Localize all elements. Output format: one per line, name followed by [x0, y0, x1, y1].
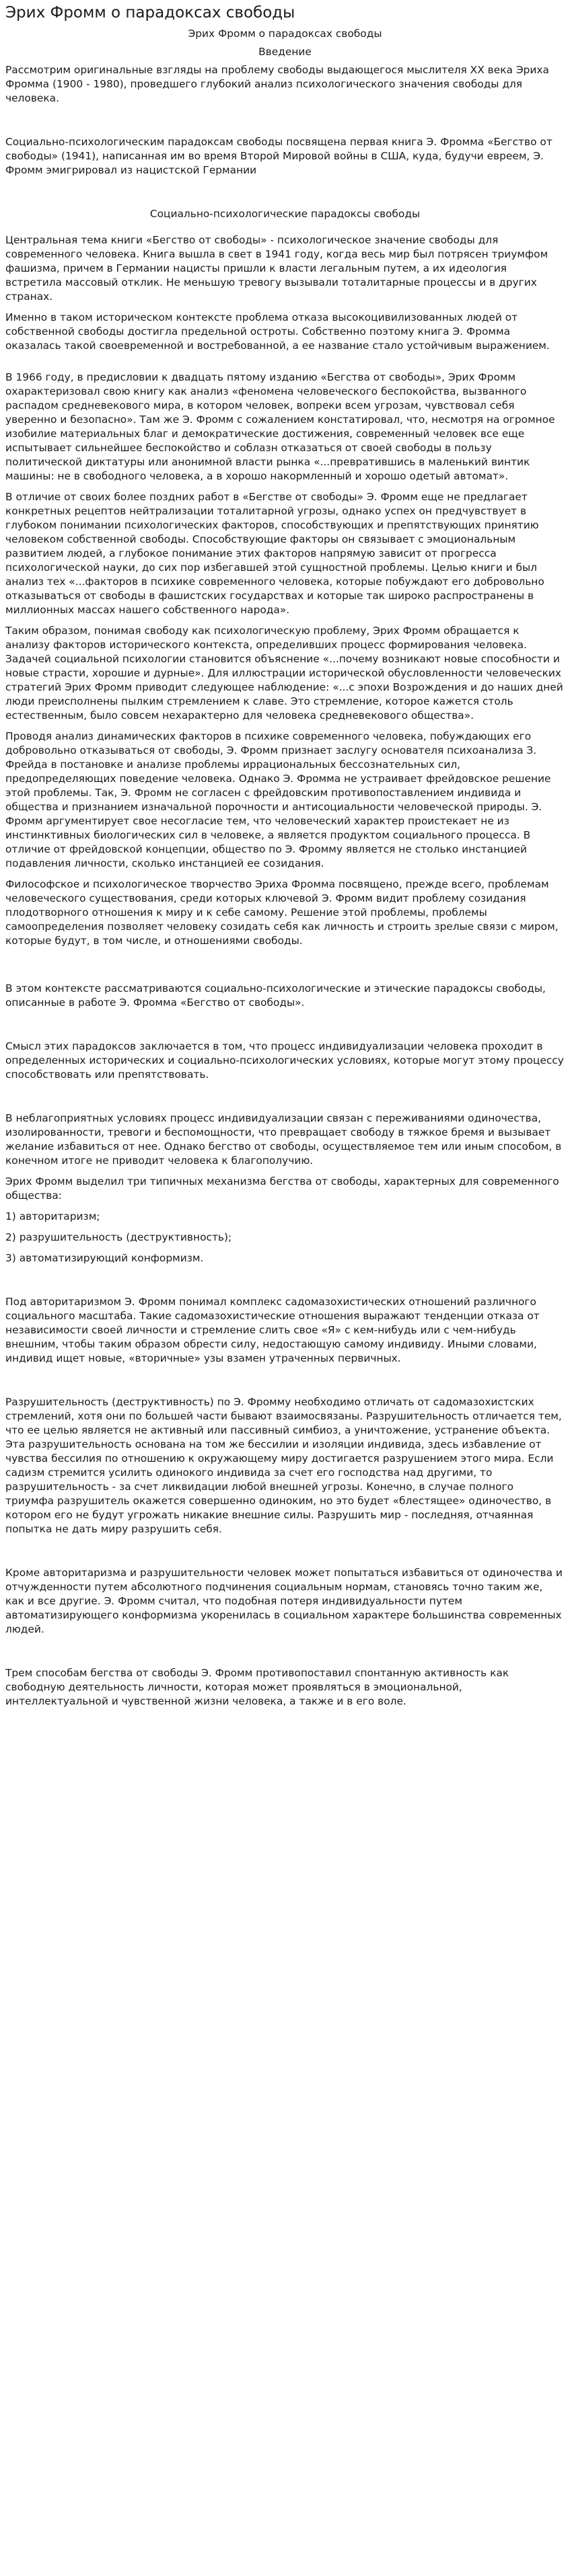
mechanism-item: 2) разрушительность (деструктивность);	[5, 1231, 232, 1243]
body-paragraph: В отличие от своих более поздних работ в «Бегстве от свободы» Э. Фромм еще не предлагает конкретных рецептов нейтрализации тоталитарной угрозы, однако успех он предчувствует в глубоком понимании психологических факторов, способствующих и препятствующих принятию человеком собственной свободы. Способствующие факторы он связывает с эмоциональным развитием людей, а глубокое понимание этих факторов напрямую зависит от прогресса психологической науки, до сих пор избегавшей этой сущностной проблемы. Целью книги и был анализ тех «...факторов в психике современного человека, которые побуждают его добровольно отказываться от свободы в фашистских государствах и которые так широко распространены в миллионных массах нашего собственного народа».	[5, 491, 544, 616]
conformism-paragraph: Кроме авторитаризма и разрушительности человек может попытаться избавиться от одиночества и отчужденности путем абсолютного подчинения социальным нормам, становясь точно таким же, как и все другие. Э. Фромм считал, что подобная потеря индивидуальности путем автоматизирующего конформизма укоренилась в социальном характере большинства современных людей.	[5, 1567, 563, 1635]
spacer	[5, 1372, 565, 1395]
context-paragraph: В этом контексте рассматриваются социально-психологические и этические парадоксы свободы, описанные в работе Э. Фромма «Бегство от свободы».	[5, 982, 546, 1009]
spacer	[5, 225, 565, 233]
final-paragraph: Трем способам бегства от свободы Э. Фромм противопоставил спонтанную активность как свободную деятельность личности, которая может проявляться в эмоциональной, интеллектуальной и чувственной жизни человека, а также и в его воле.	[5, 1667, 509, 1707]
spacer	[5, 1272, 565, 1295]
intro-heading: Введение	[258, 46, 312, 58]
mechanism-item: 3) автоматизирующий конформизм.	[5, 1252, 204, 1264]
document-subtitle: Эрих Фромм о парадоксах свободы	[188, 28, 382, 40]
body-paragraph: Проводя анализ динамических факторов в психике современного человека, побуждающих его добровольно отказываться от свободы, Э. Фромм признает заслугу основателя психоанализа З. Фрейда в постановке и анализе проблемы иррациональных бессознательных сил, предопределяющих поведение человека. Однако Э. Фромма не устраивает фрейдовское решение этой проблемы. Так, Э. Фромм не согласен с фрейдовским противопоставлением индивида и общества и признанием изначальной порочности и антисоциальности человеческой природы. Э. Фромм аргументирует свое несогласие тем, что человеческий характер проистекает не из инстинктивных биологических сил в человеке, а является продуктом социального процесса. В отличие от фрейдовской концепции, общество по Э. Фромму является не столько инстанцией подавления личности, сколько инстанцией ее созидания.	[5, 730, 551, 869]
spacer	[5, 1017, 565, 1040]
intro-paragraph: Рассмотрим оригинальные взгляды на проблему свободы выдающегося мыслителя XX века Эриха Фромма (1900 - 1980), проведшего глубокий анализ психологического значения свободы для человека.	[5, 64, 549, 104]
page-title: Эрих Фромм о парадоксах свободы	[5, 4, 295, 22]
spacer	[5, 1643, 565, 1666]
destructiveness-paragraph: Разрушительность (деструктивность) по Э. Фромму необходимо отличать от садомазохистских стремлений, хотя они по большей части бывают взаимосвязаны. Разрушительность отличается тем, что ее целью является не активный или пассивный симбиоз, а уничтожение, устранение объекта. Эта разрушительность основана на том же бессилии и изоляции индивида, здесь избавление от чувства бессилия по отношению к окружающему миру достигается разрушением этого мира. Если садизм стремится усилить одинокого индивида за счет его господства над другими, то разрушительность - за счет ликвидации любой внешней угрозы. Конечно, в случае полного триумфа разрушитель окажется совершенно одиноким, но это будет «блестящее» одиночество, в котором его не будут угрожать никакие внешние силы. Разрушить мир - последняя, отчаянная попытка не дать миру разрушить себя.	[5, 1396, 562, 1535]
spacer	[5, 184, 565, 207]
mechanisms-intro: Эрих Фромм выделил три типичных механизма бегства от свободы, характерных для современного общества:	[5, 1175, 559, 1202]
mechanism-item: 1) авторитаризм;	[5, 1210, 100, 1222]
spacer	[5, 1543, 565, 1566]
body-paragraph: Философское и психологическое творчество Эриха Фромма посвящено, прежде всего, проблемам человеческого существования, среди которых ключевой Э. Фромм видит проблему созидания плодотворного отношения к миру и к себе самому. Решение этой проблемы, проблемы самоопределения позволяет человеку созидать себя как личность и строить зрелые связи с миром, которые будут, в том числе, и отношениями свободы.	[5, 878, 559, 947]
authoritarianism-paragraph: Под авторитаризмом Э. Фромм понимал комплекс садомазохистических отношений различного социального масштаба. Такие садомазохистические отношения выражают тенденции отказа от независимости своей личности и стремление слить свое «Я» с кем-нибудь или с чем-нибудь внешним, чтобы таким образом обрести силу, недостающую самому индивиду. Иными словами, индивид ищет новые, «вторичные» узы взамен утраченных первичных.	[5, 1296, 540, 1364]
spacer	[5, 1089, 565, 1111]
body-paragraph: Именно в таком историческом контексте проблема отказа высокоцивилизованных людей от собственной свободы достигла предельной остроты. Собственно поэтому книга Э. Фромма оказалась такой своевременной и востребованной, а ее название стало устойчивым выражением.	[5, 311, 550, 352]
body-paragraph: В 1966 году, в предисловии к двадцать пятому изданию «Бегства от свободы», Эрих Фромм охарактеризовал свою книгу как анализ «феномена человеческого беспокойства, вызванного распадом средневекового мира, в котором человек, вопреки всем угрозам, чувствовал себя уверенно и безопасно». Там же Э. Фромм с сожалением констатировал, что, несмотря на огромное изобилие материальных благ и демократические достижения, современный человек все еще испытывает сильнейшее беспокойство и соблазн отказаться от своей свободы в пользу политической диктатуры или анонимной власти рынка «...превратившись в маленький винтик машины: не в свободного человека, а в хорошо накормленный и хорошо одетый автомат».	[5, 371, 555, 482]
chapter-paragraph: Социально-психологическим парадоксам свободы посвящена первая книга Э. Фромма «Бегство от свободы» (1941), написанная им во время Второй Мировой войны в США, куда, будучи евреем, Э. Фромм эмигрировал из нацистской Германии	[5, 136, 553, 176]
spacer	[5, 112, 565, 135]
unfavorable-paragraph: В неблагоприятных условиях процесс индивидуализации связан с переживаниями одиночества, изолированности, тревоги и беспомощности, что превращает свободу в тяжкое бремя и вызывает желание избавиться от нее. Однако бегство от свободы, осуществляемое тем или иным способом, в конечном итоге не приводит человека к благополучию.	[5, 1112, 562, 1167]
spacer	[5, 360, 565, 370]
body-paragraph: Таким образом, понимая свободу как психологическую проблему, Эрих Фромм обращается к анализу факторов исторического контекста, определивших процесс формирования человека. Задачей социальной психологии становится объяснение «...почему возникают новые способности и новые страсти, хорошие и дурные». Для иллюстрации исторической обусловленности человеческих стратегий Эрих Фромм приводит следующее наблюдение: «...с эпохи Возрождения и до наших дней люди преисполнены пылким стремлением к славе. Это стремление, которое кажется столь естественным, было совсем нехарактерно для человека средневекового общества».	[5, 625, 563, 721]
section-heading: Социально-психологические парадоксы свободы	[149, 208, 421, 220]
body-paragraph: Центральная тема книги «Бегство от свободы» - психологическое значение свободы для современного человека. Книга вышла в свет в 1941 году, когда весь мир был потрясен триумфом фашизма, причем в Германии нацисты пришли к власти легальным путем, а их идеология встретила массовый отклик. Не меньшую тревогу вызывали тоталитарные процессы и в других странах.	[5, 234, 548, 303]
essence-paragraph: Смысл этих парадоксов заключается в том, что процесс индивидуализации человека проходит в определенных исторических и социально-психологических условиях, которые могут этому процессу способствовать или препятствовать.	[5, 1040, 564, 1081]
spacer	[5, 955, 565, 982]
